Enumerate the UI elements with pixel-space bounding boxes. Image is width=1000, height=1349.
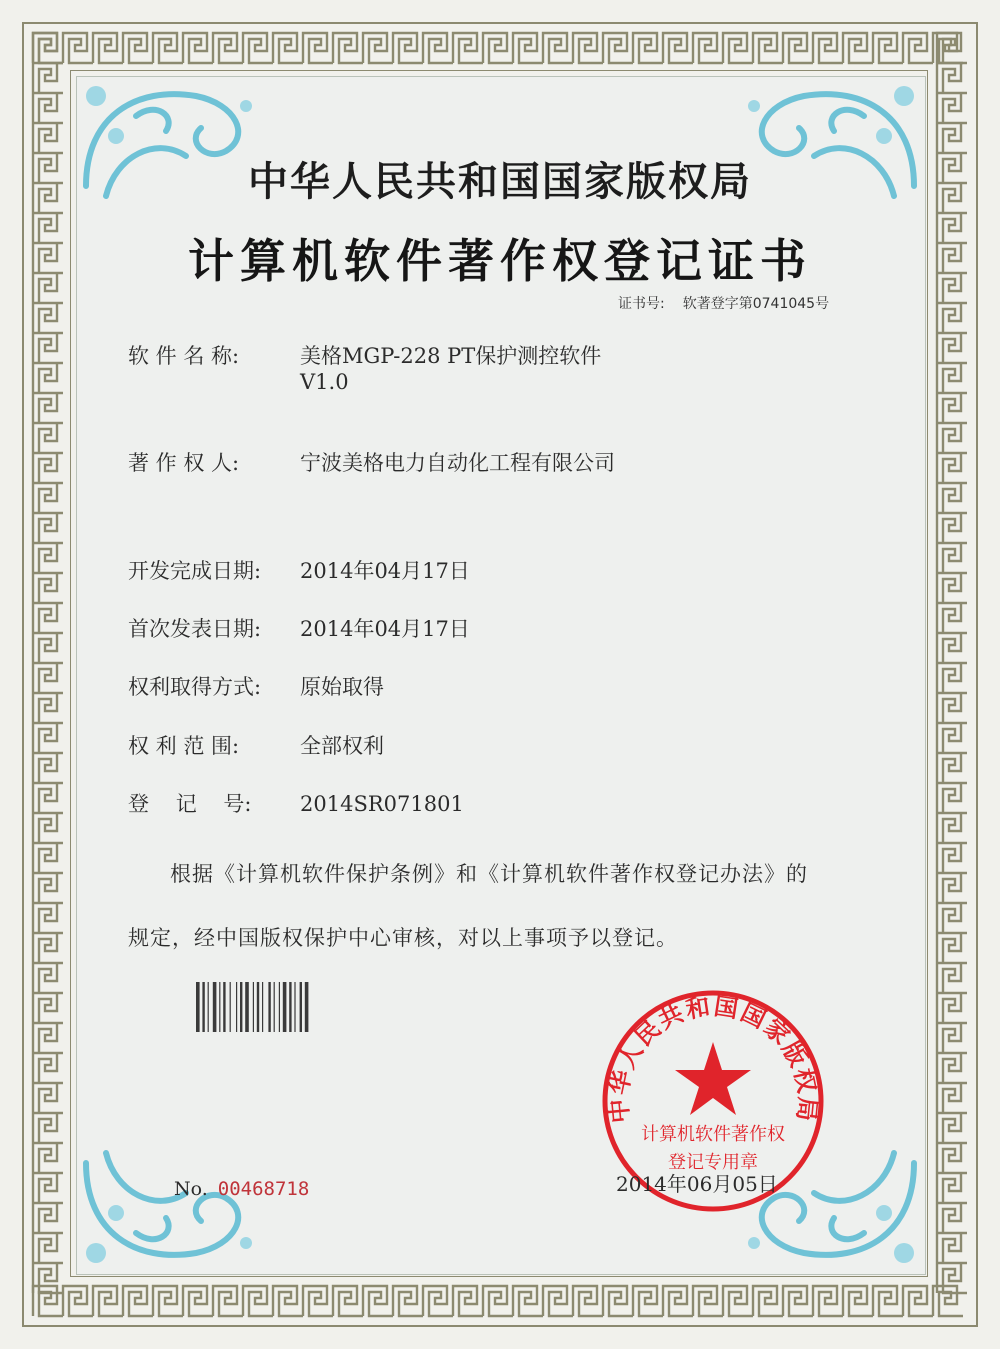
software-name-version: V1.0 [300, 370, 349, 394]
copyright-owner-value: 宁波美格电力自动化工程有限公司 [300, 451, 615, 475]
first-publish-date-label: 首次发表日期: [128, 617, 262, 641]
scope-of-rights-label: 权 利 范 围: [128, 734, 240, 758]
copyright-owner-label: 著 作 权 人: [128, 451, 240, 475]
registration-no-label: 登 记 号: [128, 792, 252, 816]
certificate-title: 计算机软件著作权登记证书 [188, 234, 812, 288]
scope-of-rights-value: 全部权利 [300, 734, 384, 758]
software-name-value: 美格MGP-228 PT保护测控软件 [300, 344, 602, 368]
acquisition-method-label: 权利取得方式: [128, 675, 262, 699]
barcode-icon [196, 982, 338, 1032]
seal-inner-line-1: 计算机软件著作权 [641, 1124, 785, 1145]
first-publish-date-value: 2014年04月17日 [300, 617, 470, 641]
seal-star-icon [675, 1042, 751, 1115]
field-first-publish-date [128, 613, 470, 643]
ornament-bottom-left-icon [76, 1143, 266, 1273]
software-name-label: 软 件 名 称: [128, 344, 240, 368]
acquisition-method-value: 原始取得 [300, 675, 384, 699]
field-registration-no [128, 788, 464, 818]
statement-line-2: 规定，经中国版权保护中心审核，对以上事项予以登记。 [128, 926, 678, 950]
statement-line-1: 根据《计算机软件保护条例》和《计算机软件著作权登记办法》的 [170, 862, 808, 886]
serial-label: No. [174, 1178, 208, 1200]
field-software-name [128, 340, 601, 370]
dev-complete-date-value: 2014年04月17日 [300, 559, 470, 583]
field-scope-of-rights [128, 730, 384, 760]
serial-value: 00468718 [217, 1178, 310, 1200]
certificate-number-value: 软著登字第0741045号 [682, 296, 830, 312]
certificate-number-label: 证书号: [618, 296, 665, 312]
field-dev-complete-date [128, 555, 470, 585]
field-acquisition-method [128, 671, 384, 701]
issue-date: 2014年06月05日 [616, 1172, 778, 1196]
registration-no-value: 2014SR071801 [300, 792, 464, 816]
dev-complete-date-label: 开发完成日期: [128, 559, 262, 583]
seal-ring-text: 中华人民共和国国家版权局 [603, 991, 823, 1125]
issuing-authority: 中华人民共和国国家版权局 [248, 158, 752, 205]
seal-inner-line-2: 登记专用章 [668, 1152, 758, 1173]
field-copyright-owner [128, 447, 615, 477]
serial-number [174, 1178, 309, 1200]
certificate-number [618, 293, 829, 313]
